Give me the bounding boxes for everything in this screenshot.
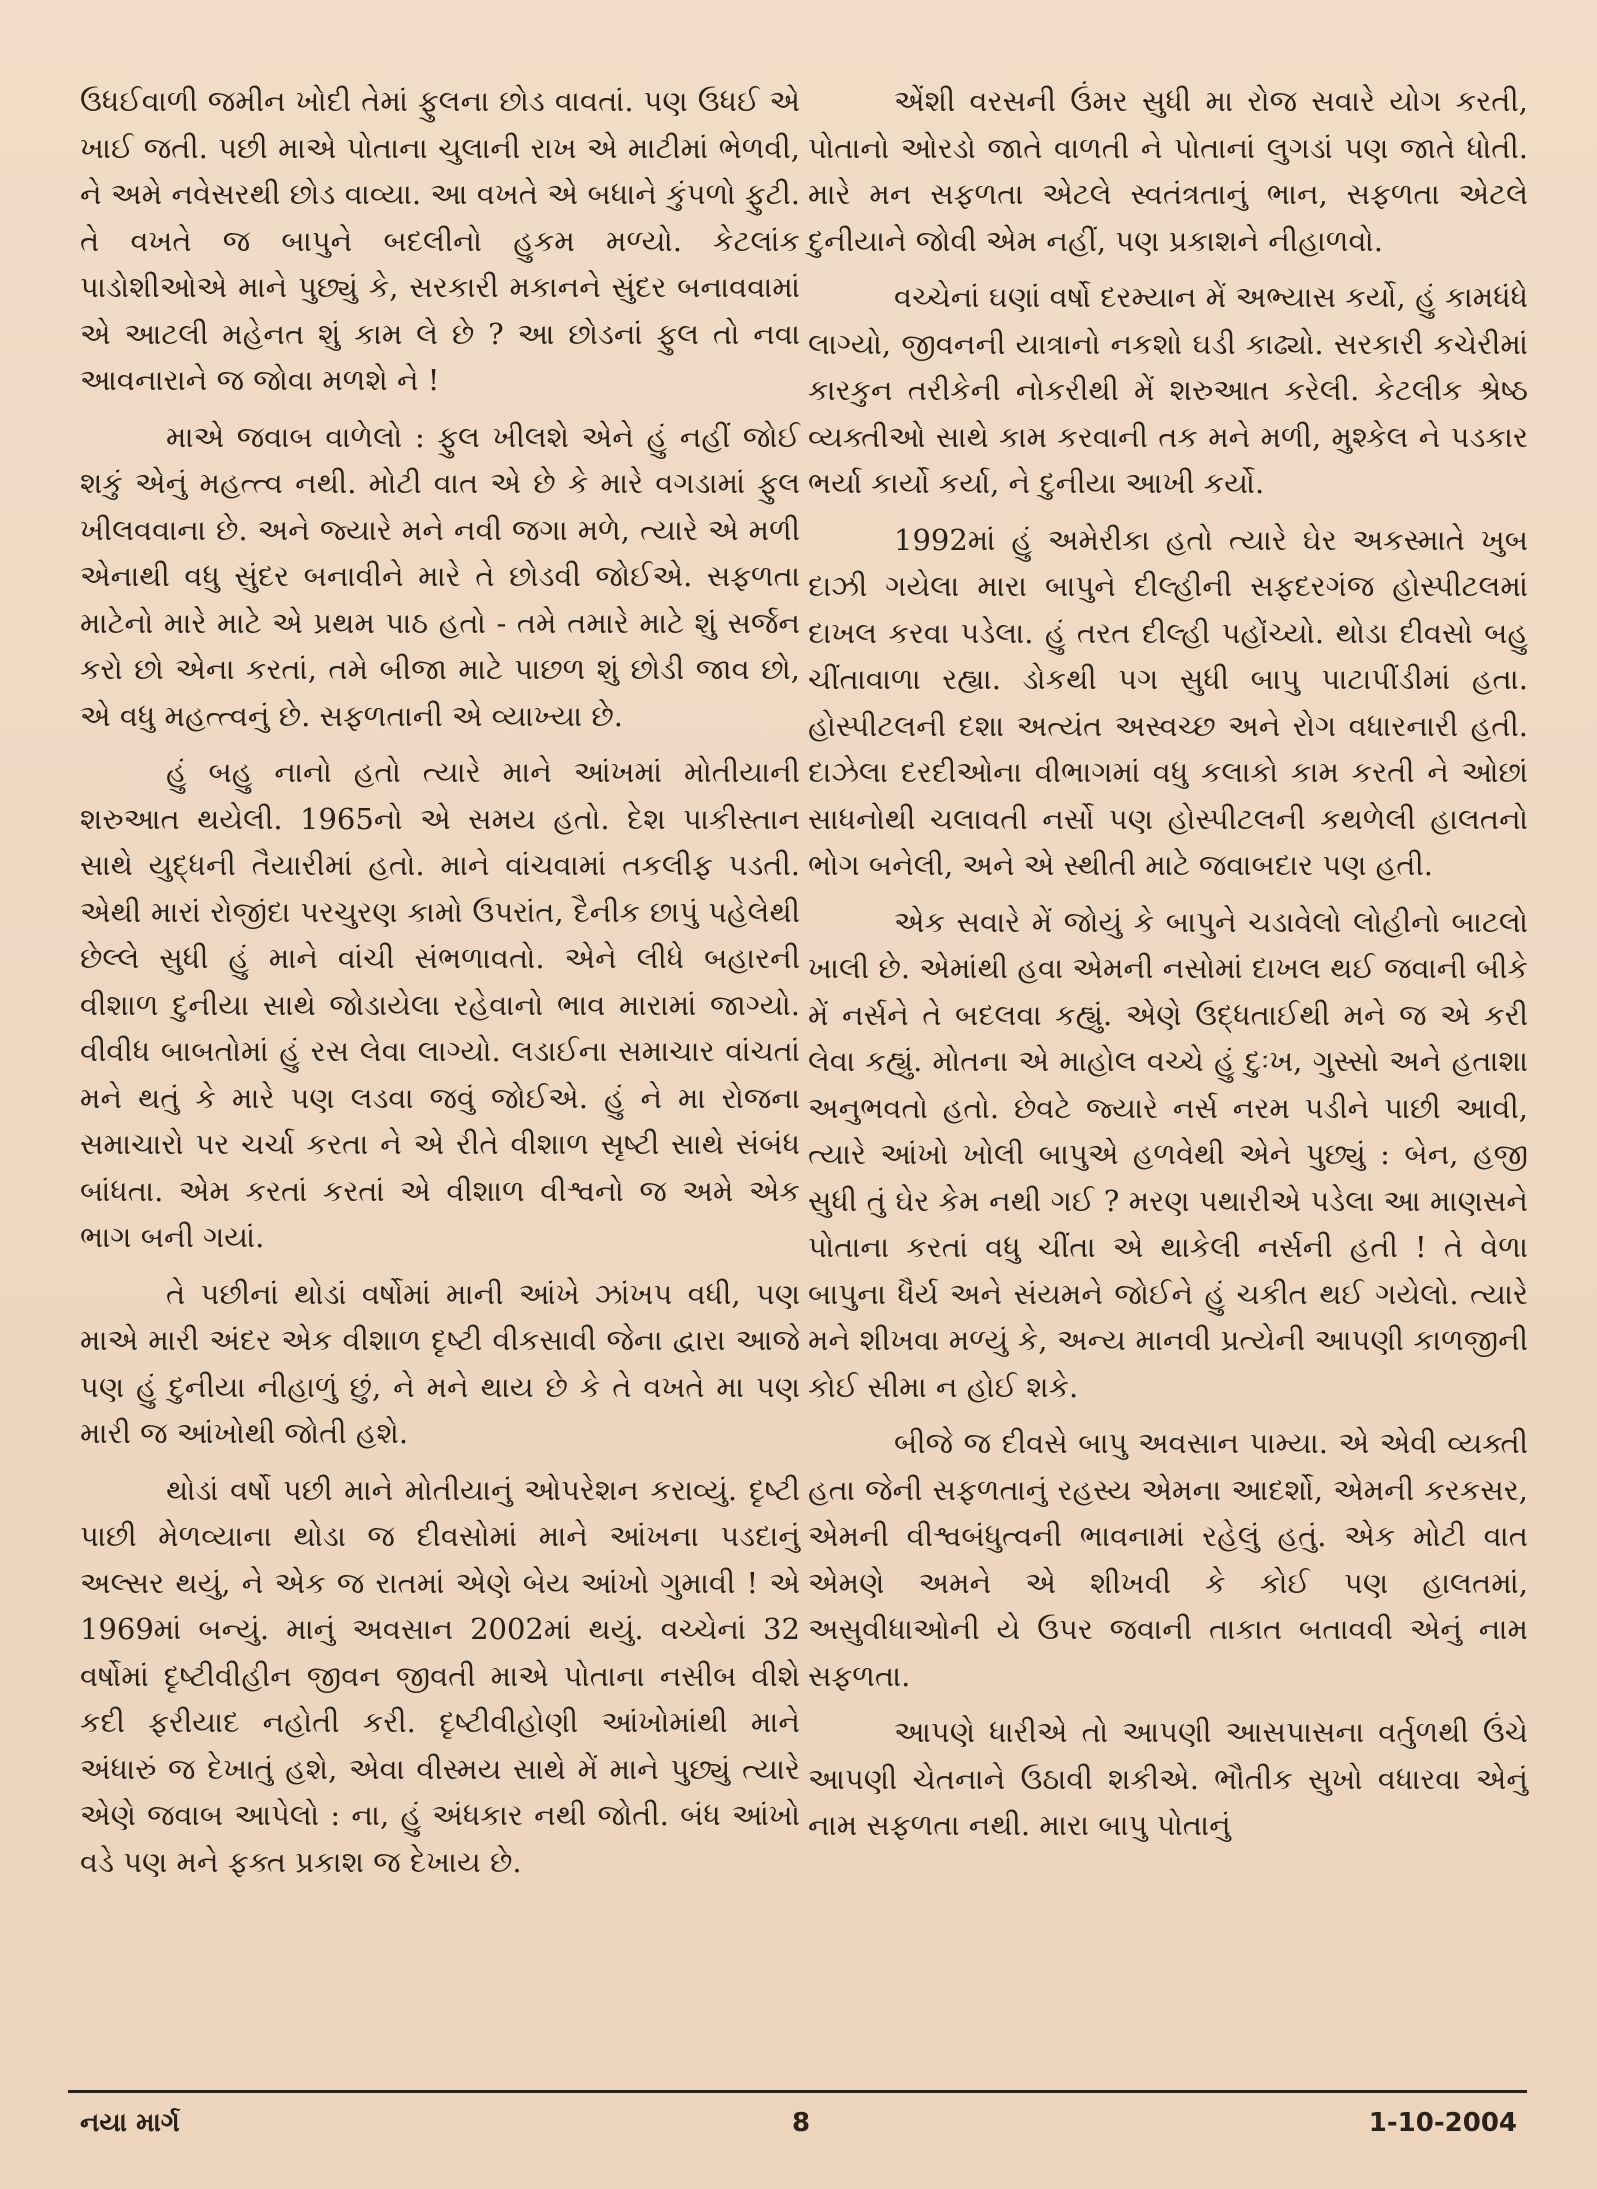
footer-divider <box>68 2090 1527 2093</box>
paragraph: હું બહુ નાનો હતો ત્યારે માને આંખમાં મોતીયાની શરુઆત થયેલી. 1965નો એ સમય હતો. દેશ પાકીસ્તાન સાથે યુદ્ધની તૈયારીમાં હતો. માને વાંચવામાં તકલીફ પડતી. એથી મારાં રોજીંદા પરચુરણ કામો ઉપરાંત, દૈનીક છાપું પહેલેથી છેલ્લે સુધી હું માને વાંચી સંભળાવતો. એને લીધે બહારની વીશાળ દુનીયા સાથે જોડાયેલા રહેવાનો ભાવ મારામાં જાગ્યો. વીવીધ બાબતોમાં હું રસ લેવા લાગ્યો. લડાઈના સમાચાર વાંચતાં મને થતું કે મારે પણ લડવા જવું જોઈએ. હું ને મા રોજના સમાચારો પર ચર્ચા કરતા ને એ રીતે વીશાળ સૃષ્ટી સાથે સંબંધ બાંધતા. એમ કરતાં કરતાં એ વીશાળ વીશ્વનો જ અમે એક ભાગ બની ગયાં. <box>80 755 800 1254</box>
paragraph: ઉધઈવાળી જમીન ખોદી તેમાં ફુલના છોડ વાવતાં. પણ ઉધઈ એ ખાઈ જતી. પછી માએ પોતાના ચુલાની રાખ એ માટીમાં ભેળવી, ને અમે નવેસરથી છોડ વાવ્યા. આ વખતે એ બધાને કુંપળો ફુટી. તે વખતે જ બાપુને બદલીનો હુકમ મળ્યો. કેટલાંક પાડોશીઓએ માને પુછ્યું કે, સરકારી મકાનને સુંદર બનાવવામાં એ આટલી મહેનત શું કામ લે છે ? આ છોડનાં ફુલ તો નવા આવનારાને જ જોવા મળશે ને ! <box>80 84 800 397</box>
paragraph: તે પછીનાં થોડાં વર્ષોમાં માની આંખે ઝાંખપ વધી, પણ માએ મારી અંદર એક વીશાળ દૃષ્ટી વીકસાવી જેના દ્વારા આજે પણ હું દુનીયા નીહાળું છું, ને મને થાય છે કે તે વખતે મા પણ મારી જ આંખોથી જોતી હશે. <box>80 1276 800 1450</box>
paragraph: એક સવારે મેં જોયું કે બાપુને ચડાવેલો લોહીનો બાટલો ખાલી છે. એમાંથી હવા એમની નસોમાં દાખલ થઈ જવાની બીકે મેં નર્સને તે બદલવા કહ્યું. એણે ઉદ્ધતાઈથી મને જ એ કરી લેવા કહ્યું. મોતના એ માહોલ વચ્ચે હું દુઃખ, ગુસ્સો અને હતાશા અનુભવતો હતો. છેવટે જ્યારે નર્સ નરમ પડીને પાછી આવી, ત્યારે આંખો ખોલી બાપુએ હળવેથી એને પુછ્યું : બેન, હજી સુધી તું ઘેર કેમ નથી ગઈ ? મરણ પથારીએ પડેલા આ માણસને પોતાના કરતાં વધુ ચીંતા એ થાકેલી નર્સની હતી ! તે વેળા બાપુના ધૈર્ય અને સંયમને જોઈને હું ચકીત થઈ ગયેલો. ત્યારે મને શીખવા મળ્યું કે, અન્ય માનવી પ્રત્યેની આપણી કાળજીની કોઈ સીમા ન હોઈ શકે. <box>808 904 1528 1404</box>
right-column <box>808 78 1528 1859</box>
paragraph: માએ જવાબ વાળેલો : ફુલ ખીલશે એને હું નહીં જોઈ શકું એનું મહત્ત્વ નથી. મોટી વાત એ છે કે મારે વગડામાં ફુલ ખીલવવાના છે. અને જ્યારે મને નવી જગા મળે, ત્યારે એ મળી એનાથી વધુ સુંદર બનાવીને મારે તે છોડવી જોઈએ. સફળતા માટેનો મારે માટે એ પ્રથમ પાઠ હતો - તમે તમારે માટે શું સર્જન કરો છો એના કરતાં, તમે બીજા માટે પાછળ શું છોડી જાવ છો, એ વધુ મહત્ત્વનું છે. સફળતાની એ વ્યાખ્યા છે. <box>80 419 800 733</box>
paragraph: થોડાં વર્ષો પછી માને મોતીયાનું ઓપરેશન કરાવ્યું. દૃષ્ટી પાછી મેળવ્યાના થોડા જ દીવસોમાં માને આંખના પડદાનું અલ્સર થયું, ને એક જ રાતમાં એણે બેય આંખો ગુમાવી ! એ 1969માં બન્યું. માનું અવસાન 2002માં થયું. વચ્ચેનાં 32 વર્ષોમાં દૃષ્ટીવીહીન જીવન જીવતી માએ પોતાના નસીબ વીશે કદી ફરીયાદ નહોતી કરી. દૃષ્ટીવીહોણી આંખોમાંથી માને અંધારું જ દેખાતું હશે, એવા વીસ્મય સાથે મેં માને પુછ્યું ત્યારે એણે જવાબ આપેલો : ના, હું અંધકાર નથી જોતી. બંધ આંખો વડે પણ મને ફક્ત પ્રકાશ જ દેખાય છે. <box>80 1472 800 1879</box>
paragraph: બીજે જ દીવસે બાપુ અવસાન પામ્યા. એ એવી વ્યક્તી હતા જેની સફળતાનું રહસ્ય એમના આદર્શો, એમની કરકસર, એમની વીશ્વબંધુત્વની ભાવનામાં રહેલું હતું. એક મોટી વાત એમણે અમને એ શીખવી કે કોઈ પણ હાલતમાં, અસુવીધાઓની યે ઉપર જવાની તાકાત બતાવવી એનું નામ સફળતા. <box>808 1426 1528 1693</box>
paragraph: વચ્ચેનાં ઘણાં વર્ષો દરમ્યાન મેં અભ્યાસ કર્યો, હું કામધંધે લાગ્યો, જીવનની યાત્રાનો નકશો ઘડી કાઢ્યો. સરકારી કચેરીમાં કારકુન તરીકેની નોકરીથી મેં શરુઆત કરેલી. કેટલીક શ્રેષ્ઠ વ્યક્તીઓ સાથે કામ કરવાની તક મને મળી, મુશ્કેલ ને પડકાર ભર્યા કાર્યો કર્યા, ને દુનીયા આખી કર્યો. <box>808 280 1528 500</box>
paragraph: આપણે ધારીએ તો આપણી આસપાસના વર્તુળથી ઉંચે આપણી ચેતનાને ઉઠાવી શકીએ. ભૌતીક સુખો વધારવા એનું નામ સફળતા નથી. મારા બાપુ પોતાનું <box>808 1715 1528 1842</box>
page-footer <box>80 2108 1517 2139</box>
paragraph: 1992માં હું અમેરીકા હતો ત્યારે ઘેર અકસ્માતે ખુબ દાઝી ગયેલા મારા બાપુને દીલ્હીની સફદરગંજ હોસ્પીટલમાં દાખલ કરવા પડેલા. હું તરત દીલ્હી પહોંચ્યો. થોડા દીવસો બહુ ચીંતાવાળા રહ્યા. ડોકથી પગ સુધી બાપુ પાટાપીંડીમાં હતા. હોસ્પીટલની દશા અત્યંત અસ્વચ્છ અને રોગ વધારનારી હતી. દાઝેલા દરદીઓના વીભાગમાં વધુ કલાકો કામ કરતી ને ઓછાં સાધનોથી ચલાવતી નર્સો પણ હોસ્પીટલની કથળેલી હાલતનો ભોગ બનેલી, અને એ સ્થીતી માટે જવાબદાર પણ હતી. <box>808 522 1528 882</box>
left-column <box>80 78 800 1895</box>
page-number: 8 <box>792 2108 811 2138</box>
magazine-name: નયા માર્ગ <box>80 2108 180 2138</box>
paragraph: એંશી વરસની ઉંમર સુધી મા રોજ સવારે યોગ કરતી, પોતાનો ઓરડો જાતે વાળતી ને પોતાનાં લુગડાં પણ જાતે ધોતી. મારે મન સફળતા એટલે સ્વતંત્રતાનું ભાન, સફળતા એટલે દુનીયાને જોવી એમ નહીં, પણ પ્રકાશને નીહાળવો. <box>808 84 1528 258</box>
issue-date: 1-10-2004 <box>1368 2108 1517 2138</box>
